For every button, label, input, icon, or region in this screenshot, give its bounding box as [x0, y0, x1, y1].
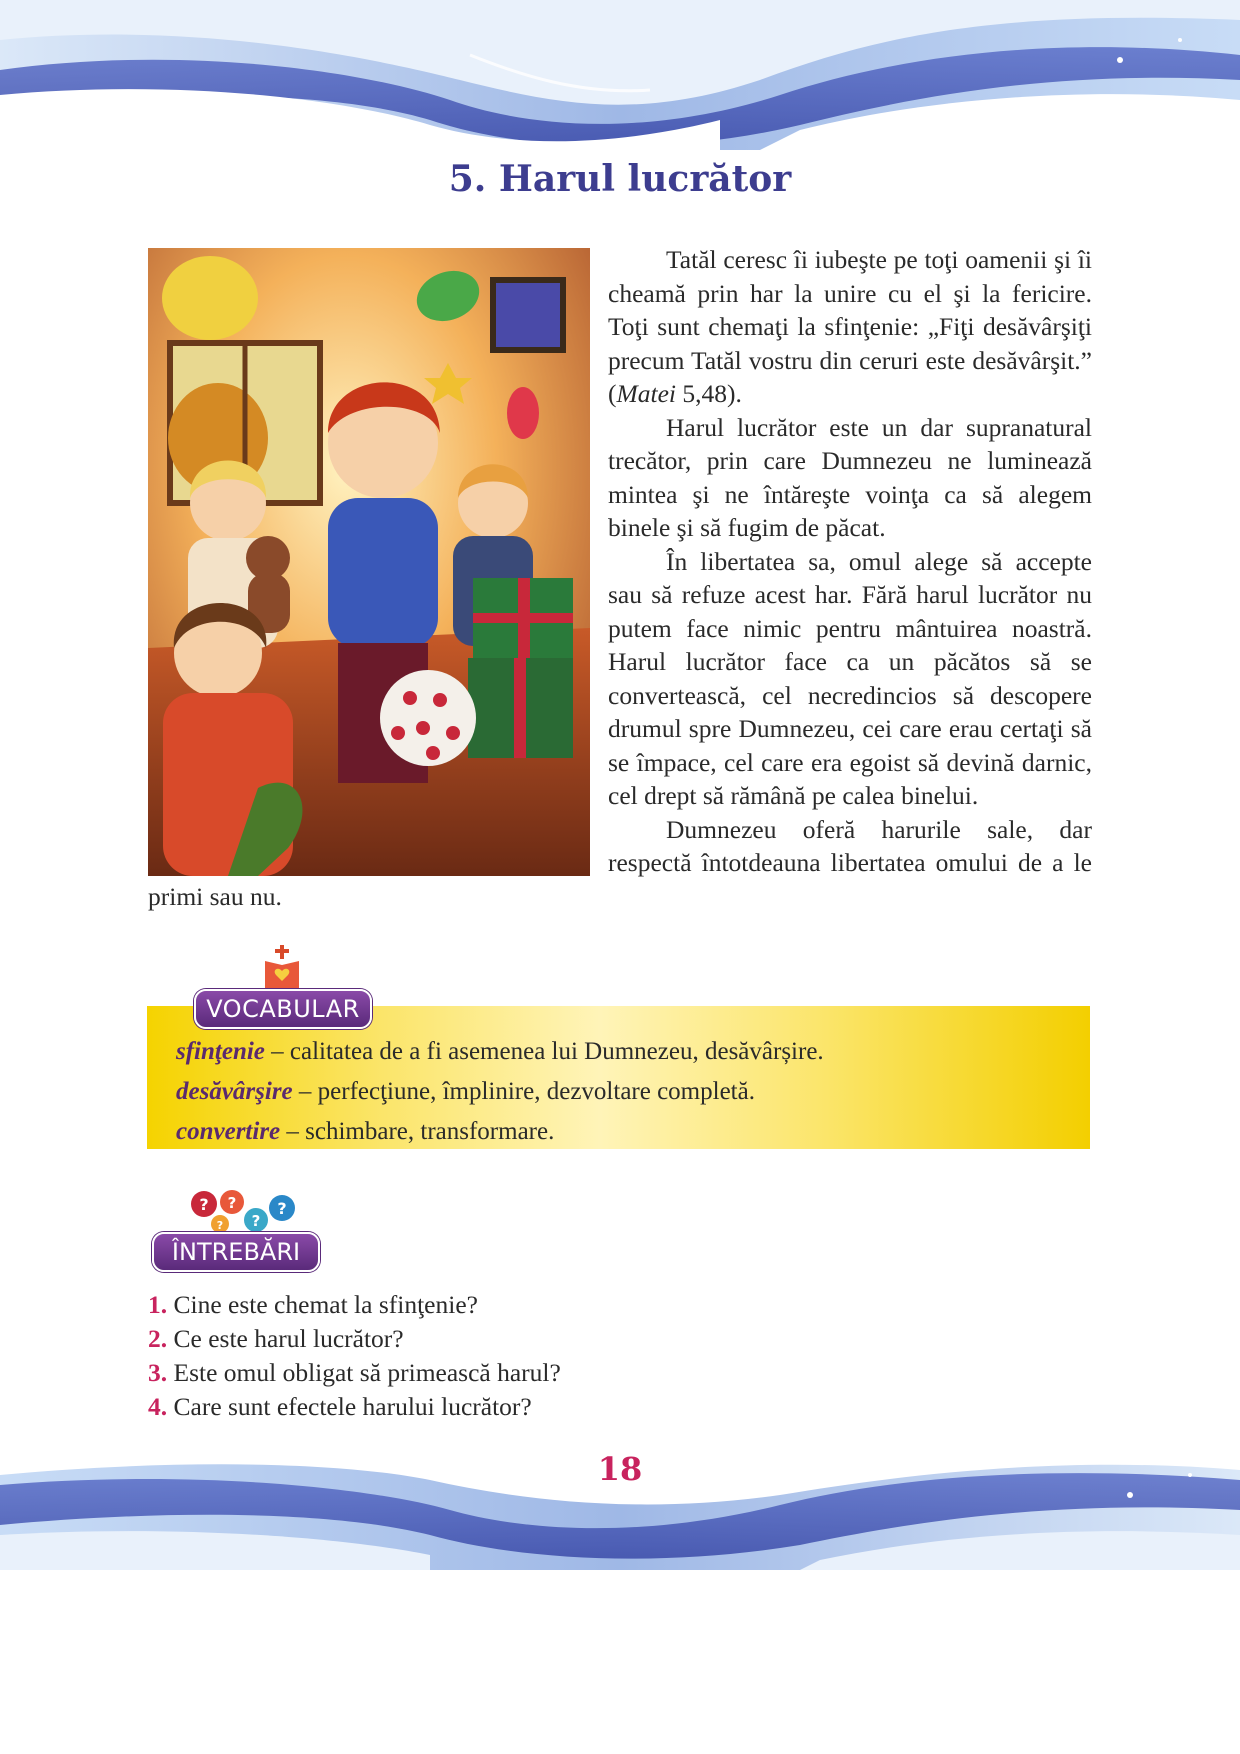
vocabulary-definition: – perfecţiune, împlinire, dezvoltare completă.: [292, 1078, 755, 1105]
vocabulary-term: convertire: [176, 1118, 281, 1145]
question-text: Este omul obligat să primească harul?: [167, 1358, 561, 1387]
vocabulary-term: sfinţenie: [176, 1038, 265, 1065]
vocabulary-entry: [176, 1072, 824, 1112]
vocabulary-tag: [190, 945, 380, 1035]
question-item: [148, 1390, 561, 1424]
questions-label: ÎNTREBĂRI: [152, 1232, 320, 1272]
question-text: Care sunt efectele harului lucrător?: [167, 1392, 532, 1421]
paragraph-text: Tatăl ceresc îi iubeşte pe toţi oamenii şi îi cheamă prin har la unire cu el şi la fericire. Toţi sunt chemaţi la sfinţenie: „Fiţi desăvârşiţi precum Tatăl vostru din ceruri este desăvârşit.” (: [608, 245, 1092, 408]
citation-book: Matei: [616, 379, 676, 408]
vocabulary-definition: – schimbare, transformare.: [280, 1118, 555, 1145]
lesson-text: [148, 243, 1092, 913]
svg-text:?: ?: [216, 1219, 224, 1232]
question-number: 2.: [148, 1324, 168, 1353]
question-number: 1.: [148, 1290, 168, 1319]
question-number: 4.: [148, 1392, 168, 1421]
question-number: 3.: [148, 1358, 168, 1387]
question-item: [148, 1322, 561, 1356]
paragraph: Dumnezeu oferă harurile sale, dar respectă întotdeauna libertatea omului de a le primi sau nu.: [148, 814, 1092, 911]
book-heart-cross-icon: [262, 945, 302, 993]
svg-text:?: ?: [251, 1212, 261, 1230]
questions-tag: [150, 1190, 325, 1285]
questions-list: [148, 1288, 561, 1424]
paragraph: În libertatea sa, omul alege să accepte sau să refuze acest har. Fără harul lucrător nu putem face nimic pentru mântuirea noastră. Harul lucrător face ca un păcătos să se convertească, cel necredincios să descopere drumul spre Dumnezeu, cei care erau certaţi să se împace, cel care era egoist să devină darnic, cel drept să rămână pe calea binelui.: [608, 546, 1092, 810]
svg-text:?: ?: [277, 1199, 287, 1218]
vocabulary-entry: [176, 1112, 824, 1152]
question-bubbles-icon: [190, 1190, 300, 1238]
vocabulary-definition: – calitatea de a fi asemenea lui Dumnezeu, desăvârșire.: [264, 1038, 824, 1065]
question-item: [148, 1288, 561, 1322]
vocabulary-entry: [176, 1032, 824, 1072]
question-item: [148, 1356, 561, 1390]
question-text: Cine este chemat la sfinţenie?: [167, 1290, 478, 1319]
vocabulary-label: VOCABULAR: [194, 989, 372, 1029]
svg-text:?: ?: [227, 1194, 237, 1212]
top-decorative-wave: [0, 0, 1240, 155]
svg-text:?: ?: [199, 1195, 209, 1214]
page-number: 18: [597, 1450, 643, 1488]
vocabulary-term: desăvârşire: [176, 1078, 293, 1105]
paragraph: Harul lucrător este un dar supranatural trecător, prin care Dumnezeu ne luminează mintea şi ne întăreşte voinţa ca să alegem binele şi să fugim de păcat.: [608, 412, 1092, 542]
page-title: 5. Harul lucrător: [448, 158, 792, 200]
question-text: Ce este harul lucrător?: [167, 1324, 404, 1353]
citation-ref: 5,48).: [675, 379, 742, 408]
illustration-spacer: [148, 243, 608, 875]
vocabulary-list: [176, 1032, 824, 1152]
